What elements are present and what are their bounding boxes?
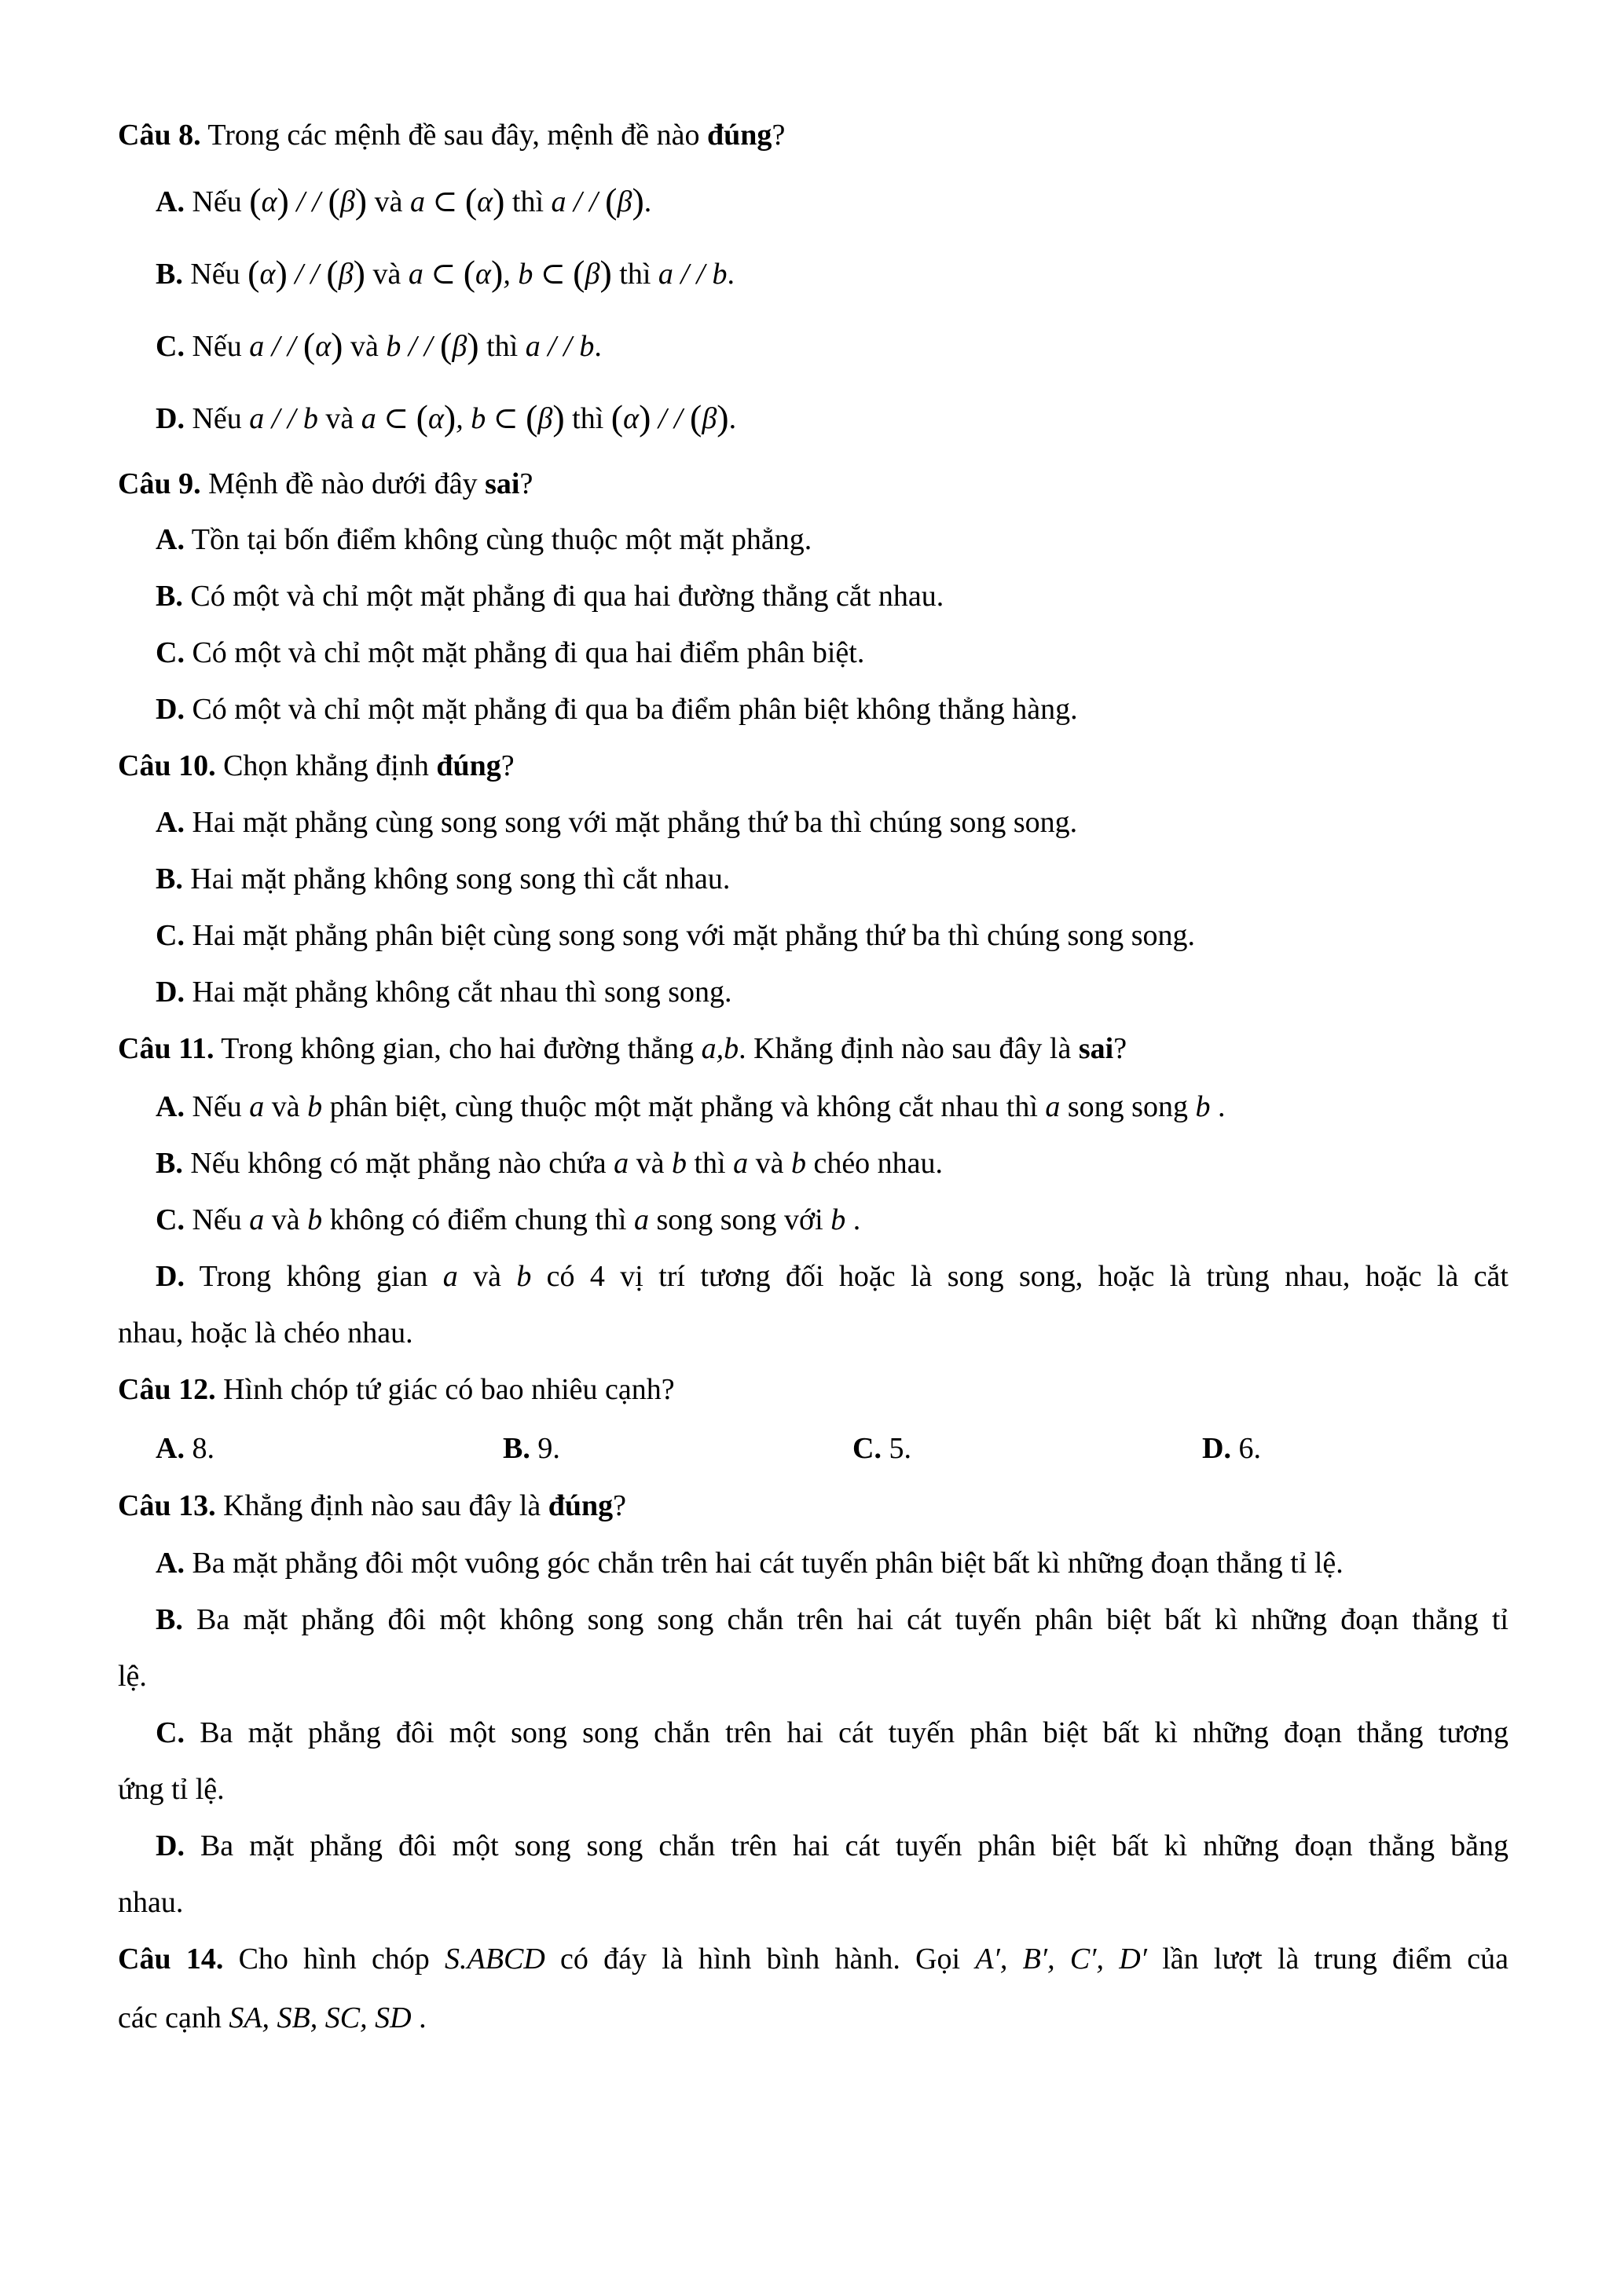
option-text: Có một và chỉ một mặt phẳng đi qua ba điểm phân biệt không thẳng hàng. — [184, 693, 1078, 726]
option-label: A. — [156, 1090, 185, 1123]
question-keyword: đúng — [707, 119, 772, 152]
question-stem: Trong không gian, cho hai đường thẳng — [214, 1032, 702, 1065]
option-a — [156, 1430, 214, 1467]
option-text: Hai mặt phẳng không cắt nhau thì song song. — [184, 976, 732, 1009]
option-a — [156, 1544, 1344, 1582]
option-c — [156, 1714, 1509, 1752]
math-formula: a / / b — [249, 402, 318, 435]
option-text: 8. — [184, 1432, 214, 1465]
option-d: D. Nếu a / / b và a ⊂ (α), b ⊂ (β) thì (α) / / (β). — [156, 397, 737, 438]
question-14-continuation: các cạnh SA, SB, SC, SD . — [118, 2001, 427, 2034]
option-text: Có một và chỉ một mặt phẳng đi qua hai đường thẳng cắt nhau. — [182, 580, 944, 613]
option-d — [1202, 1430, 1261, 1467]
option-b — [503, 1430, 560, 1467]
option-text: Ba mặt phẳng đôi một song song chắn trên hai cát tuyến phân biệt bất kì những đoạn thẳng tương — [184, 1716, 1509, 1749]
question-stem: Khẳng định nào sau đây là — [215, 1489, 548, 1522]
question-11: Câu 11. Trong không gian, cho hai đường thẳng a,b. Khẳng định nào sau đây là sai? — [118, 1032, 1127, 1065]
option-c: C. Nếu a và b không có điểm chung thì a song song với b . — [156, 1203, 861, 1236]
math-formula: a / / (β) — [551, 181, 644, 221]
question-label: Câu 9. — [118, 467, 201, 500]
math-formula: (α) / / (β) — [247, 253, 365, 293]
math-formula: b / / (β) — [386, 325, 479, 365]
math-formula: a / / b — [658, 258, 728, 291]
option-text: Tồn tại bốn điểm không cùng thuộc một mặt phẳng. — [184, 523, 812, 556]
option-b-continuation: lệ. — [118, 1660, 147, 1693]
option-b — [156, 860, 730, 898]
question-8: Câu 8. Trong các mệnh đề sau đây, mệnh đề nào đúng? — [118, 119, 786, 152]
option-text: 5. — [881, 1432, 911, 1465]
option-label: C. — [156, 1203, 185, 1236]
question-13: Câu 13. Khẳng định nào sau đây là đúng? — [118, 1489, 627, 1522]
option-label: D. — [156, 693, 185, 726]
option-text: 9. — [530, 1432, 560, 1465]
math-formula: a ⊂ (α), b ⊂ (β) — [361, 397, 565, 438]
option-d: D. Trong không gian a và b có 4 vị trí tương đối hoặc là song song, hoặc là trùng nhau, hoặc là cắt — [156, 1260, 1509, 1293]
option-text: Ba mặt phẳng đôi một song song chắn trên hai cát tuyến phân biệt bất kì những đoạn thẳng bằng — [184, 1829, 1509, 1862]
question-label: Câu 12. — [118, 1373, 216, 1406]
option-c — [156, 917, 1195, 954]
question-stem: Chọn khẳng định — [215, 749, 437, 782]
question-9: Câu 9. Mệnh đề nào dưới đây sai? — [118, 467, 533, 500]
option-label: C. — [156, 330, 185, 363]
math-formula: a ⊂ (α), b ⊂ (β) — [408, 253, 612, 293]
option-b: B. Nếu (α) / / (β) và a ⊂ (α), b ⊂ (β) thì a / / b. — [156, 253, 735, 293]
math-formula: S.ABCD — [445, 1943, 545, 1976]
option-label: B. — [156, 862, 183, 895]
option-b: B. Nếu không có mặt phẳng nào chứa a và b thì a và b chéo nhau. — [156, 1147, 944, 1180]
option-d-continuation: nhau. — [118, 1886, 184, 1919]
question-stem: Hình chóp tứ giác có bao nhiêu cạnh? — [215, 1373, 675, 1406]
option-label: C. — [156, 1716, 185, 1749]
option-a — [156, 521, 812, 558]
question-label: Câu 11. — [118, 1032, 214, 1065]
option-text: Ba mặt phẳng đôi một không song song chắn trên hai cát tuyến phân biệt bất kì những đoạn thẳng tỉ — [182, 1603, 1509, 1636]
question-keyword: đúng — [436, 749, 501, 782]
option-c: C. Nếu a / / (α) và b / / (β) thì a / / b. — [156, 325, 602, 365]
question-keyword: sai — [1078, 1032, 1114, 1065]
math-formula: A′, B′, C′, D′ — [975, 1943, 1147, 1976]
math-formula: (α) / / (β) — [249, 181, 368, 221]
question-12 — [118, 1371, 675, 1408]
option-label: A. — [156, 806, 185, 839]
option-label: B. — [156, 1147, 183, 1180]
option-text: Hai mặt phẳng phân biệt cùng song song với mặt phẳng thứ ba thì chúng song song. — [184, 919, 1196, 952]
question-stem: Trong các mệnh đề sau đây, mệnh đề nào — [200, 119, 708, 152]
question-keyword: sai — [485, 467, 520, 500]
option-text: Có một và chỉ một mặt phẳng đi qua hai điểm phân biệt. — [184, 636, 865, 669]
option-text: Ba mặt phẳng đôi một vuông góc chắn trên hai cát tuyến phân biệt bất kì những đoạn thẳng tỉ lệ. — [184, 1547, 1344, 1580]
option-label: C. — [156, 636, 185, 669]
option-d-continuation: nhau, hoặc là chéo nhau. — [118, 1316, 413, 1349]
option-d — [156, 973, 732, 1011]
math-formula: a / / (α) — [249, 325, 343, 365]
math-formula: (α) / / (β) — [610, 397, 729, 438]
option-text: Hai mặt phẳng cùng song song với mặt phẳng thứ ba thì chúng song song. — [184, 806, 1078, 839]
option-text: Nếu — [184, 330, 250, 363]
question-label: Câu 13. — [118, 1489, 216, 1522]
question-10: Câu 10. Chọn khẳng định đúng? — [118, 749, 515, 782]
option-text: Hai mặt phẳng không song song thì cắt nhau. — [182, 862, 731, 895]
option-label: B. — [503, 1432, 530, 1465]
option-c — [852, 1430, 911, 1467]
option-d — [156, 690, 1078, 728]
option-label: A. — [156, 523, 185, 556]
option-a: A. Nếu a và b phân biệt, cùng thuộc một mặt phẳng và không cắt nhau thì a song song b . — [156, 1090, 1226, 1123]
option-label: B. — [156, 258, 183, 291]
option-b — [156, 1601, 1509, 1639]
math-formula: a ⊂ (α) — [409, 181, 505, 221]
option-c — [156, 634, 864, 672]
option-text: Nếu — [184, 185, 250, 218]
option-label: A. — [156, 185, 185, 218]
option-d — [156, 1827, 1509, 1865]
option-c-continuation: ứng tỉ lệ. — [118, 1773, 225, 1806]
option-text: Nếu — [182, 258, 248, 291]
math-formula: a / / b — [525, 330, 595, 363]
option-label: B. — [156, 580, 183, 613]
option-label: D. — [156, 402, 185, 435]
option-label: C. — [156, 919, 185, 952]
option-a: A. Nếu (α) / / (β) và a ⊂ (α) thì a / / (β). — [156, 181, 652, 221]
question-keyword: đúng — [548, 1489, 614, 1522]
option-label: D. — [156, 1829, 185, 1862]
math-formula: a,b — [701, 1032, 739, 1065]
question-label: Câu 10. — [118, 749, 216, 782]
option-label: B. — [156, 1603, 183, 1636]
math-formula: SA, SB, SC, SD — [229, 2001, 412, 2034]
question-14: Câu 14. Cho hình chóp S.ABCD có đáy là hình bình hành. Gọi A′, B′, C′, D′ lần lượt là trung điểm của — [118, 1943, 1509, 1976]
option-label: C. — [852, 1432, 882, 1465]
question-label: Câu 14. — [118, 1943, 224, 1976]
option-label: D. — [1202, 1432, 1231, 1465]
option-label: A. — [156, 1547, 185, 1580]
option-label: D. — [156, 976, 185, 1009]
option-text: Nếu — [184, 402, 250, 435]
option-label: D. — [156, 1260, 185, 1293]
question-label: Câu 8. — [118, 119, 201, 152]
option-b — [156, 577, 944, 615]
option-text: 6. — [1230, 1432, 1261, 1465]
question-stem: Mệnh đề nào dưới đây — [200, 467, 486, 500]
option-a — [156, 804, 1077, 841]
option-label: A. — [156, 1432, 185, 1465]
